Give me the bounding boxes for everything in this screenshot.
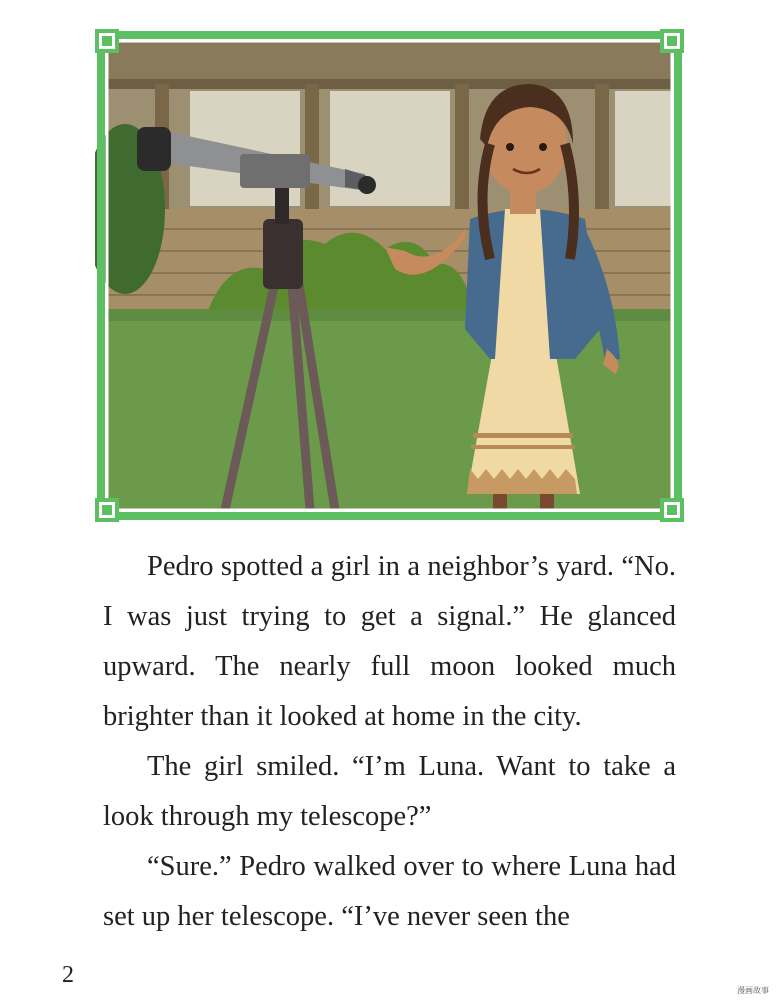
watermark: 漫画故事	[737, 986, 769, 995]
paragraph-2: The girl smiled. “I’m Luna. Want to take a look through my telescope?”	[103, 751, 676, 832]
illustration	[95, 29, 684, 522]
paragraph-1: Pedro spotted a girl in a neighbor’s yard. “No. I was just trying to get a signal.” He glanced upward. The nearly full moon looked much brighter than it looked at home in the city.	[103, 551, 676, 732]
page-number: 2	[62, 962, 74, 988]
illustration-frame	[95, 29, 684, 522]
paragraph-3: “Sure.” Pedro walked over to where Luna had set up her telescope. “I’ve never seen the	[103, 851, 676, 932]
story-text	[103, 542, 676, 942]
